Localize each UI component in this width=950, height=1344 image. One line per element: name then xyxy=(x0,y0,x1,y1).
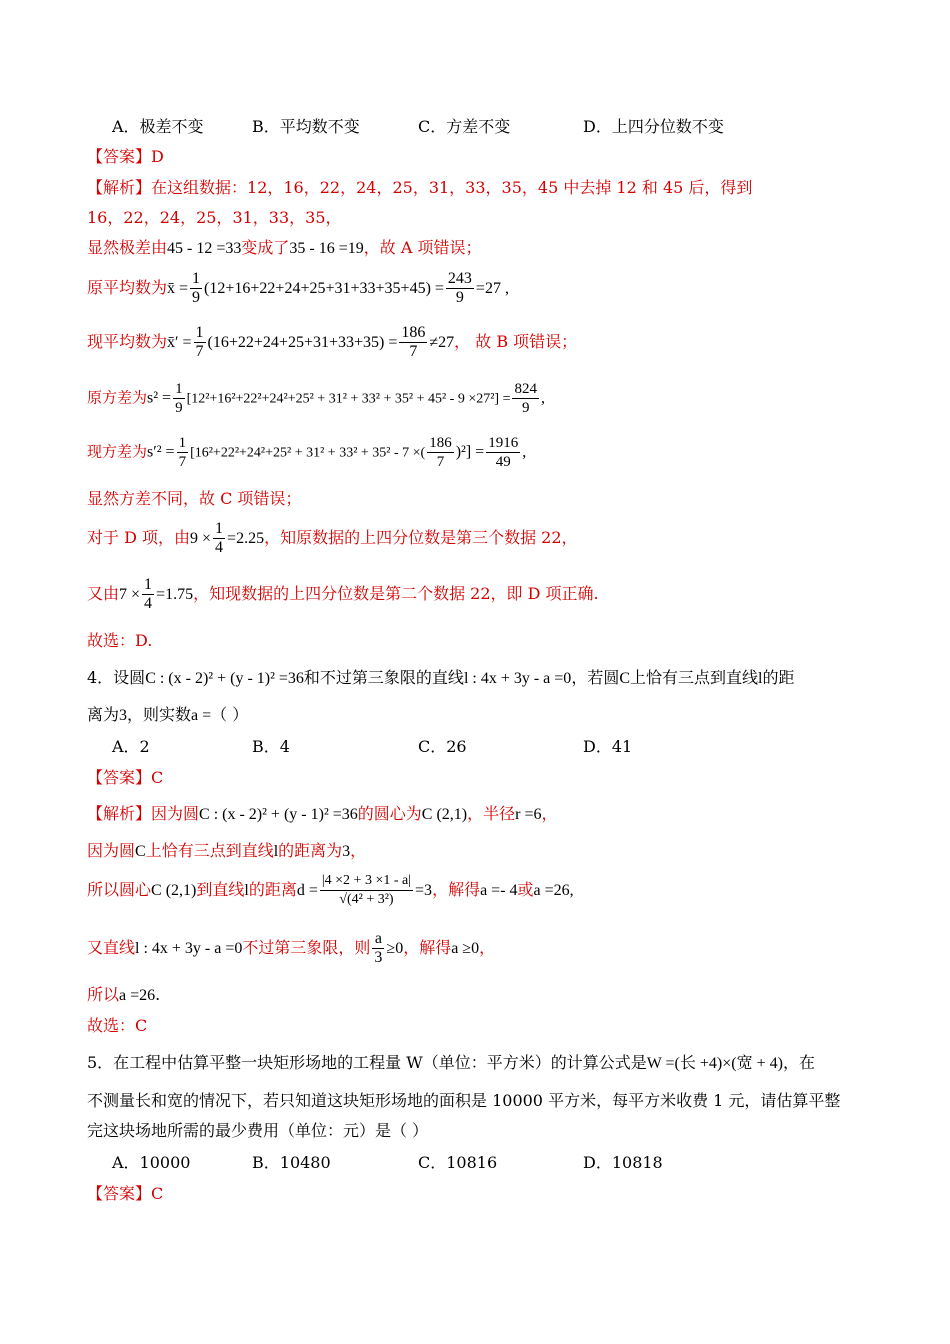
q4-stem-line-2 xyxy=(87,704,248,727)
denominator: 9 xyxy=(192,289,201,306)
text: 5．在工程中估算平整一块矩形场地的工程量 W（单位：平方米）的计算公式是 xyxy=(87,1053,647,1072)
text: 原平均数为 xyxy=(87,278,168,297)
q3-analysis-line-2: 16，22，24，25，31，33，35， xyxy=(87,208,342,227)
math: C : (x - 2)² + (y - 1)² =36 xyxy=(145,670,304,687)
text: ，知现数据的上四分位数是第二个数据 22，即 D 项正确. xyxy=(193,584,599,603)
q4-analysis-line-3 xyxy=(87,872,574,909)
text: ， 故 B 项错误； xyxy=(454,332,578,351)
math: , xyxy=(569,882,574,899)
q3-option-c: C．方差不变 xyxy=(418,117,511,136)
math: C : (x - 2)² + (y - 1)² =36 xyxy=(199,806,358,823)
text: 4．设圆 xyxy=(87,668,146,687)
fraction xyxy=(399,324,427,361)
math-range-original: 45 - 12 =33 xyxy=(167,240,242,257)
text: 原方差为 xyxy=(87,388,148,407)
math: 3 xyxy=(119,707,128,724)
q3-original-mean xyxy=(87,270,509,307)
math: , xyxy=(540,389,545,407)
denominator: √(4² + 3²) xyxy=(339,892,394,907)
math: C xyxy=(135,843,146,860)
fraction xyxy=(486,434,520,471)
math: a =26 xyxy=(533,882,570,899)
text: ，半径 xyxy=(467,804,516,823)
fraction xyxy=(512,380,539,417)
numerator: a xyxy=(372,930,384,949)
text: ，解得 xyxy=(432,880,481,899)
text: 显然极差由 xyxy=(87,238,168,257)
math: l xyxy=(273,843,279,860)
q3-new-mean xyxy=(87,324,577,361)
text: 的圆心为 xyxy=(357,804,422,823)
denominator: 9 xyxy=(521,400,530,416)
q3-option-a: A．极差不变 xyxy=(112,117,204,136)
denominator: 4 xyxy=(144,595,153,612)
fraction xyxy=(446,270,474,307)
math-formula: W =(长 +4)×(宽 + 4) xyxy=(646,1055,783,1072)
math: s′² = xyxy=(147,443,175,461)
math-range-new: 35 - 16 =19 xyxy=(289,240,364,257)
text: （ ） xyxy=(211,705,249,724)
math: a =- 4 xyxy=(480,882,518,899)
text: ， xyxy=(350,841,367,860)
q4-analysis-line-5 xyxy=(87,984,160,1007)
q5-answer xyxy=(87,1183,163,1205)
denominator: 7 xyxy=(409,343,418,360)
text: 因为圆 xyxy=(151,804,200,823)
q3-analysis-line-1 xyxy=(87,177,752,199)
math: (16+22+24+25+31+33+35) = xyxy=(207,334,398,351)
denominator: 9 xyxy=(175,400,183,416)
q3-d-new xyxy=(87,576,599,613)
fraction xyxy=(173,380,185,417)
denominator: 7 xyxy=(436,454,445,470)
math: )²] = xyxy=(455,443,485,461)
denominator: 3 xyxy=(374,949,383,966)
q4-analysis-line-4 xyxy=(87,930,495,967)
q4-analysis-line-1 xyxy=(87,803,558,826)
q3-analysis-line-8: 显然方差不同，故 C 项错误； xyxy=(87,489,302,508)
q3-original-variance xyxy=(87,380,545,417)
text: 现方差为 xyxy=(87,442,148,461)
text: ， xyxy=(479,938,496,957)
math: x̄ = xyxy=(167,280,189,297)
q4-answer xyxy=(87,767,163,789)
math: l xyxy=(758,670,763,687)
denominator: 4 xyxy=(215,539,224,556)
math: 7 × xyxy=(119,586,141,603)
text: 所以圆心 xyxy=(87,880,152,899)
math: =27 , xyxy=(475,280,509,297)
math: a =26 xyxy=(119,987,156,1004)
q4-stem-line-1 xyxy=(87,667,794,690)
numerator: 243 xyxy=(447,270,472,287)
math: =1.75 xyxy=(156,586,194,603)
math: , xyxy=(522,443,527,461)
math: =2.25 xyxy=(227,530,265,547)
analysis-text: 在这组数据：12，16，22，24，25，31，33，35，45 中去掉 12 和 45 后，得到 xyxy=(151,178,753,197)
text: 因为圆 xyxy=(87,841,136,860)
numerator: 1 xyxy=(175,381,183,397)
answer-label: 【答案】 xyxy=(87,147,152,166)
numerator: 824 xyxy=(514,381,537,397)
text: 上恰有三点到直线 xyxy=(145,841,274,860)
q3-new-variance xyxy=(87,434,526,471)
numerator: 1 xyxy=(215,520,224,537)
q3-answer xyxy=(87,146,164,168)
text: ，故 A 项错误； xyxy=(363,238,482,257)
q5-option-b: B．10480 xyxy=(252,1153,331,1172)
math: (12+16+22+24+25+31+33+35+45) = xyxy=(204,280,444,297)
answer-label: 【答案】 xyxy=(87,1184,152,1203)
analysis-label: 【解析】 xyxy=(87,804,152,823)
numerator: 1 xyxy=(178,435,187,451)
text: 对于 D 项，由 xyxy=(87,528,191,547)
fraction xyxy=(427,434,454,471)
q3-option-d: D．上四分位数不变 xyxy=(583,117,724,136)
q4-option-d: D．41 xyxy=(583,737,633,756)
fraction xyxy=(177,434,189,471)
q3-option-b: B．平均数不变 xyxy=(252,117,360,136)
fraction xyxy=(142,576,154,613)
numerator: 186 xyxy=(401,324,426,341)
math: l xyxy=(244,882,249,899)
q3-d-original xyxy=(87,520,578,557)
fraction xyxy=(213,520,225,557)
text: ，解得 xyxy=(403,938,452,957)
denominator: 9 xyxy=(455,289,464,306)
q4-conclusion: 故选：C xyxy=(87,1016,148,1035)
q4-option-c: C．26 xyxy=(418,737,467,756)
math: C (2,1) xyxy=(151,882,197,899)
math: =3 xyxy=(415,882,433,899)
q5-option-d: D．10818 xyxy=(583,1153,663,1172)
analysis-label: 【解析】 xyxy=(87,178,152,197)
q4-option-a: A．2 xyxy=(112,737,150,756)
math: [16²+22²+24²+25² + 31² + 33² + 35² - 7 ×( xyxy=(190,445,426,461)
text: 上恰有三点到直线 xyxy=(630,668,759,687)
answer-value: C xyxy=(151,768,164,787)
text: 的距离 xyxy=(248,880,297,899)
q3-analysis-line-3 xyxy=(87,237,481,260)
denominator: 7 xyxy=(178,454,187,470)
denominator: 7 xyxy=(195,343,204,360)
numerator: 1 xyxy=(144,576,153,593)
math: l : 4x + 3y - a =0 xyxy=(135,940,243,957)
q5-option-a: A．10000 xyxy=(112,1153,191,1172)
text: ， xyxy=(541,804,558,823)
fraction xyxy=(190,270,202,307)
text: 所以 xyxy=(87,985,120,1004)
math: C (2,1) xyxy=(421,806,468,823)
numerator: 186 xyxy=(429,435,452,451)
denominator: 49 xyxy=(495,454,511,470)
q4-analysis-line-2 xyxy=(87,840,366,863)
q5-option-c: C．10816 xyxy=(418,1153,498,1172)
q4-option-b: B．4 xyxy=(252,737,290,756)
answer-value: D xyxy=(151,147,164,166)
math: x̄′ = xyxy=(167,334,192,351)
fraction xyxy=(194,324,206,361)
text: 离为 xyxy=(87,705,120,724)
fraction xyxy=(320,872,413,909)
answer-label: 【答案】 xyxy=(87,768,152,787)
text: 又由 xyxy=(87,584,120,603)
text: 又直线 xyxy=(87,938,136,957)
text: 到直线 xyxy=(196,880,245,899)
answer-value: C xyxy=(151,1184,164,1203)
math: s² = xyxy=(147,389,172,407)
q5-stem-line-1 xyxy=(87,1052,815,1075)
q5-stem-line-3: 完这块场地所需的最少费用（单位：元）是（ ） xyxy=(87,1121,429,1140)
math: a = xyxy=(191,707,212,724)
math: d = xyxy=(296,882,318,899)
numerator: 1 xyxy=(195,324,204,341)
text: 的距 xyxy=(762,668,795,687)
math: ≠27 xyxy=(429,334,455,351)
fraction xyxy=(372,930,384,967)
numerator: 1 xyxy=(192,270,201,287)
text: 变成了 xyxy=(241,238,290,257)
text: ，在 xyxy=(782,1053,815,1072)
text: ，知原数据的上四分位数是第三个数据 22， xyxy=(264,528,578,547)
q3-conclusion: 故选：D. xyxy=(87,631,153,650)
math: r =6 xyxy=(515,806,542,823)
text: . xyxy=(155,985,161,1004)
q5-stem-line-2: 不测量长和宽的情况下，若只知道这块矩形场地的面积是 10000 平方米，每平方米收费 1 元，请估算平整 xyxy=(87,1091,841,1110)
math: l : 4x + 3y - a =0 xyxy=(463,670,572,687)
math: C xyxy=(619,670,630,687)
text: 现平均数为 xyxy=(87,332,168,351)
text: 和不过第三象限的直线 xyxy=(303,668,464,687)
math: [12²+16²+22²+24²+25² + 31² + 33² + 35² + 45² - 9 ×27²] = xyxy=(186,391,511,407)
math: 9 × xyxy=(190,530,212,547)
math: 3 xyxy=(342,843,351,860)
text: ，若圆 xyxy=(571,668,620,687)
math: a ≥0 xyxy=(451,940,480,957)
text: ，则实数 xyxy=(127,705,192,724)
text: 的距离为 xyxy=(278,841,343,860)
text: 或 xyxy=(517,880,534,899)
text: 不过第三象限，则 xyxy=(242,938,371,957)
numerator: |4 ×2 + 3 ×1 - a| xyxy=(320,872,413,891)
math: ≥0 xyxy=(386,940,404,957)
numerator: 1916 xyxy=(488,435,519,451)
